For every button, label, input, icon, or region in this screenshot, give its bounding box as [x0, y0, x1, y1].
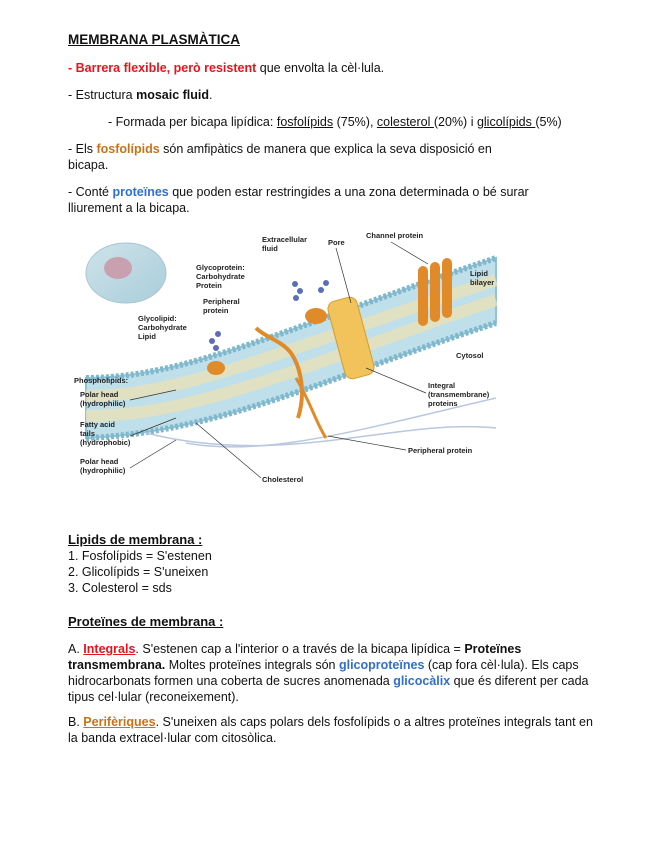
membrane-diagram: [66, 228, 506, 498]
label-lipid-bilayer-2: bilayer: [470, 278, 495, 287]
label-cytosol: Cytosol: [456, 351, 484, 360]
paragraph-phospholipids: - Els fosfolípids són amfipàtics de manera que explica la seva disposició en bicapa.: [68, 142, 492, 172]
label-glycolipid-lipid: Lipid: [138, 332, 156, 341]
label-lipid-bilayer: Lipid: [470, 269, 488, 278]
lipids-item-3: 3. Colesterol = sds: [68, 581, 172, 595]
label-fatty-hydrophobic: (hydrophobic): [80, 438, 131, 447]
highlight-barrera: Barrera flexible, però resistent: [75, 61, 257, 75]
label-extracellular-fluid: fluid: [262, 244, 278, 253]
paragraph-integral: A. Integrals. S'estenen cap a l'interior o a través de la bicapa lipídica = Proteïnes transmembrana. Moltes proteïnes integrals són glicoproteïnes (cap fora cèl·lula). Els caps hidrocarbonats formen una coberta de sucres anomenada glicocàlix que és diferent per cada tipus cel·lular (reconeixement).: [68, 642, 589, 704]
label-cholesterol: Cholesterol: [262, 475, 304, 484]
paragraph-proteins: - Conté proteïnes que poden estar restringides a una zona determinada o bé surar lliurement a la bicapa.: [68, 185, 529, 215]
label-integral-proteins: proteins: [428, 399, 458, 408]
label-glycoprotein-protein: Protein: [196, 281, 222, 290]
label-channel-protein: Channel protein: [366, 231, 424, 240]
label-polar-head-bottom-2: (hydrophilic): [80, 466, 126, 475]
label-glycolipid-carbohydrate: Carbohydrate: [138, 323, 187, 332]
proteins-heading: Proteïnes de membrana :: [68, 614, 224, 629]
label-pore: Pore: [328, 238, 345, 247]
label-extracellular: Extracellular: [262, 235, 308, 244]
label-glycoprotein: Glycoprotein:: [196, 263, 245, 272]
label-polar-head-bottom: Polar head: [80, 457, 119, 466]
term-integrals: Integrals: [83, 642, 136, 656]
glycolipid-protein: [207, 361, 225, 375]
channel-protein: [418, 258, 452, 326]
label-glycoprotein-carbohydrate: Carbohydrate: [196, 272, 245, 281]
label-polar-head-top-2: (hydrophilic): [80, 399, 126, 408]
label-peripheral-bottom: Peripheral protein: [408, 446, 473, 455]
lipids-item-1: 1. Fosfolípids = S'estenen: [68, 549, 212, 563]
label-peripheral-top-2: protein: [203, 306, 229, 315]
label-integral: Integral: [428, 381, 456, 390]
paragraph-definition: - Barrera flexible, però resistent que envolta la cèl·lula.: [68, 61, 385, 75]
label-polar-head-top: Polar head: [80, 390, 119, 399]
paragraph-peripheral: B. Perifèriques. S'uneixen als caps polars dels fosfolípids o a altres proteïnes integrals tant en la banda extracel·lular com citosòlica.: [68, 715, 593, 745]
page-title: MEMBRANA PLASMÀTICA: [68, 32, 240, 47]
label-fatty-acid: Fatty acid: [80, 420, 116, 429]
lipids-item-2: 2. Glicolípids = S'uneixen: [68, 565, 209, 579]
label-integral-transmembrane: (transmembrane): [428, 390, 490, 399]
label-fatty-tails: tails: [80, 429, 96, 438]
paragraph-structure: - Estructura mosaic fluid.: [68, 88, 213, 102]
label-glycolipid: Glycolipid:: [138, 314, 177, 323]
lipids-heading: Lipids de membrana :: [68, 532, 203, 547]
label-phospholipids: Phospholipids:: [74, 376, 129, 385]
paragraph-composition: - Formada per bicapa lipídica: fosfolípids (75%), colesterol (20%) i glicolípids (5%): [108, 115, 562, 129]
peripheral-protein-top: [305, 308, 327, 324]
nucleus-shape: [104, 257, 132, 279]
term-periferiques: Perifèriques: [83, 715, 156, 729]
label-peripheral-top: Peripheral: [203, 297, 240, 306]
